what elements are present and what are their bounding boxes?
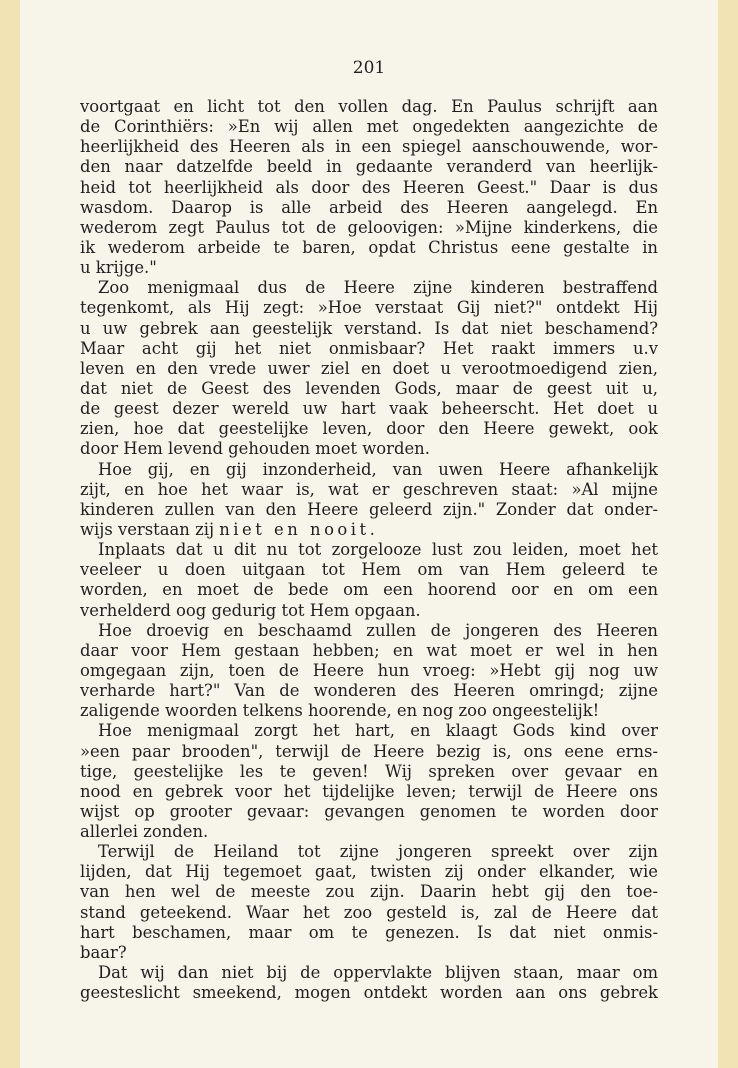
text-line xyxy=(80,580,658,600)
text-line xyxy=(80,379,658,399)
page-number: 201 xyxy=(352,58,386,78)
text-line-content: van hen wel de meeste zou zijn. Daarin hebt gij den toe- xyxy=(80,882,658,902)
text-line-content: stand geteekend. Waar het zoo gesteld is, zal de Heere dat xyxy=(80,902,658,922)
text-line xyxy=(80,681,658,701)
text-line xyxy=(80,540,658,560)
text-line-content: verharde hart?" Van de wonderen des Heeren omringd; zijne xyxy=(80,681,658,701)
text-line-content: allerlei zonden. xyxy=(80,822,209,842)
text-line-content: zijt, en hoe het waar is, wat er geschreven staat: »Al mijne xyxy=(80,479,658,499)
text-line-content: »een paar brooden", terwijl de Heere bezig is, ons eene erns- xyxy=(80,741,658,761)
body-text xyxy=(80,97,658,1003)
text-line xyxy=(80,439,658,459)
text-line-content: Inplaats dat u dit nu tot zorgelooze lust zou leiden, moet het xyxy=(98,540,658,560)
text-line-content: door Hem levend gehouden moet worden. xyxy=(80,439,430,459)
text-line-content: wijst op grooter gevaar: gevangen genomen te worden door xyxy=(80,801,658,821)
text-line-content: heid tot heerlijkheid als door des Heeren Geest." Daar is dus xyxy=(80,177,658,197)
text-line xyxy=(80,721,658,741)
text-line xyxy=(80,822,658,842)
text-line-content: daar voor Hem gestaan hebben; en wat moet er wel in hen xyxy=(80,640,658,660)
text-line xyxy=(80,399,658,419)
text-line xyxy=(80,258,658,278)
text-line xyxy=(80,762,658,782)
text-line xyxy=(80,117,658,137)
text-line-content: Hoe droevig en beschaamd zullen de jongeren des Heeren xyxy=(98,620,658,640)
text-line-content: de geest dezer wereld uw hart vaak beheerscht. Het doet u xyxy=(80,399,658,419)
text-line xyxy=(80,842,658,862)
text-line xyxy=(80,983,658,1003)
text-line xyxy=(80,641,658,661)
text-line xyxy=(80,339,658,359)
text-line xyxy=(80,419,658,439)
text-line xyxy=(80,923,658,943)
text-line xyxy=(80,319,658,339)
text-line-content: u uw gebrek aan geestelijk verstand. Is dat niet beschamend? xyxy=(80,318,658,338)
text-line xyxy=(80,661,658,681)
text-line xyxy=(80,480,658,500)
text-line-content: Zoo menigmaal dus de Heere zijne kinderen bestraffend xyxy=(98,278,658,298)
text-line-content: kinderen zullen van den Heere geleerd zijn." Zonder dat onder- xyxy=(80,499,658,519)
text-line-content: zien, hoe dat geestelijke leven, door den Heere gewekt, ook xyxy=(80,419,658,439)
text-line xyxy=(80,782,658,802)
text-line-content: baar? xyxy=(80,942,127,962)
text-line xyxy=(80,701,658,721)
text-line xyxy=(80,238,658,258)
text-line xyxy=(80,943,658,963)
text-line-content: wederom zegt Paulus tot de geloovigen: »Mijne kinderkens, die xyxy=(80,217,658,237)
text-line-content: nood en gebrek voor het tijdelijke leven; terwijl de Heere ons xyxy=(80,781,658,801)
text-line xyxy=(80,460,658,480)
text-line xyxy=(80,882,658,902)
text-line-content: geesteslicht smeekend, mogen ontdekt worden aan ons gebrek xyxy=(80,983,658,1003)
text-line-content: Dat wij dan niet bij de oppervlakte blijven staan, maar om xyxy=(98,963,658,983)
text-line-content: hart beschamen, maar om te genezen. Is dat niet onmis- xyxy=(80,922,658,942)
text-line-content: ik wederom arbeide te baren, opdat Christus eene gestalte in xyxy=(80,237,658,257)
text-line-content: Hoe menigmaal zorgt het hart, en klaagt Gods kind over xyxy=(98,721,658,741)
text-line-content: Maar acht gij het niet onmisbaar? Het raakt immers u.v xyxy=(80,338,658,358)
spaced-emphasis: niet en nooit xyxy=(219,519,370,539)
text-line xyxy=(80,742,658,762)
text-line-content: zaligende woorden telkens hoorende, en nog zoo ongeestelijk! xyxy=(80,701,600,721)
text-line xyxy=(80,137,658,157)
text-line xyxy=(80,802,658,822)
book-page xyxy=(20,0,718,1068)
text-line xyxy=(80,963,658,983)
text-line xyxy=(80,157,658,177)
punctuation: . xyxy=(369,519,375,539)
text-line xyxy=(80,178,658,198)
text-line xyxy=(80,560,658,580)
text-line xyxy=(80,601,658,621)
text-line xyxy=(80,359,658,379)
text-line-content: tegenkomt, als Hij zegt: »Hoe verstaat Gij niet?" ontdekt Hij xyxy=(80,298,658,318)
text-line xyxy=(80,862,658,882)
text-line xyxy=(80,903,658,923)
text-line xyxy=(80,97,658,117)
text-line-content: Hoe gij, en gij inzonderheid, van uwen Heere afhankelijk xyxy=(98,459,658,479)
text-line-content: heerlijkheid des Heeren als in een spiegel aanschouwende, wor- xyxy=(80,137,658,157)
text-line xyxy=(80,500,658,520)
text-line-content: leven en den vrede uwer ziel en doet u verootmoedigend zien, xyxy=(80,358,658,378)
text-line xyxy=(80,621,658,641)
text-line-content: wijs verstaan zij xyxy=(80,519,220,539)
text-line-content: u krijge." xyxy=(80,258,157,278)
text-line xyxy=(80,520,658,540)
text-line-content: voortgaat en licht tot den vollen dag. En Paulus schrijft aan xyxy=(80,97,658,116)
text-line-content: de Corinthiërs: »En wij allen met ongedekten aangezichte de xyxy=(80,117,658,137)
text-line-content: worden, en moet de bede om een hoorend oor en om een xyxy=(80,580,658,600)
text-line xyxy=(80,218,658,238)
text-line-content: den naar datzelfde beeld in gedaante veranderd van heerlijk- xyxy=(80,157,658,177)
text-line xyxy=(80,198,658,218)
text-line-content: tige, geestelijke les te geven! Wij spreken over gevaar en xyxy=(80,761,658,781)
text-line xyxy=(80,278,658,298)
text-line-content: lijden, dat Hij tegemoet gaat, twisten zij onder elkander, wie xyxy=(80,862,658,882)
text-line-content: dat niet de Geest des levenden Gods, maar de geest uit u, xyxy=(80,378,658,398)
text-line-content: verhelderd oog gedurig tot Hem opgaan. xyxy=(80,600,421,620)
text-line-content: wasdom. Daarop is alle arbeid des Heeren aangelegd. En xyxy=(80,197,658,217)
text-line-content: Terwijl de Heiland tot zijne jongeren spreekt over zijn xyxy=(98,842,658,862)
text-line-content: veeleer u doen uitgaan tot Hem om van Hem geleerd te xyxy=(80,560,658,580)
text-line-content: omgegaan zijn, toen de Heere hun vroeg: »Hebt gij nog uw xyxy=(80,660,658,680)
text-line xyxy=(80,298,658,318)
